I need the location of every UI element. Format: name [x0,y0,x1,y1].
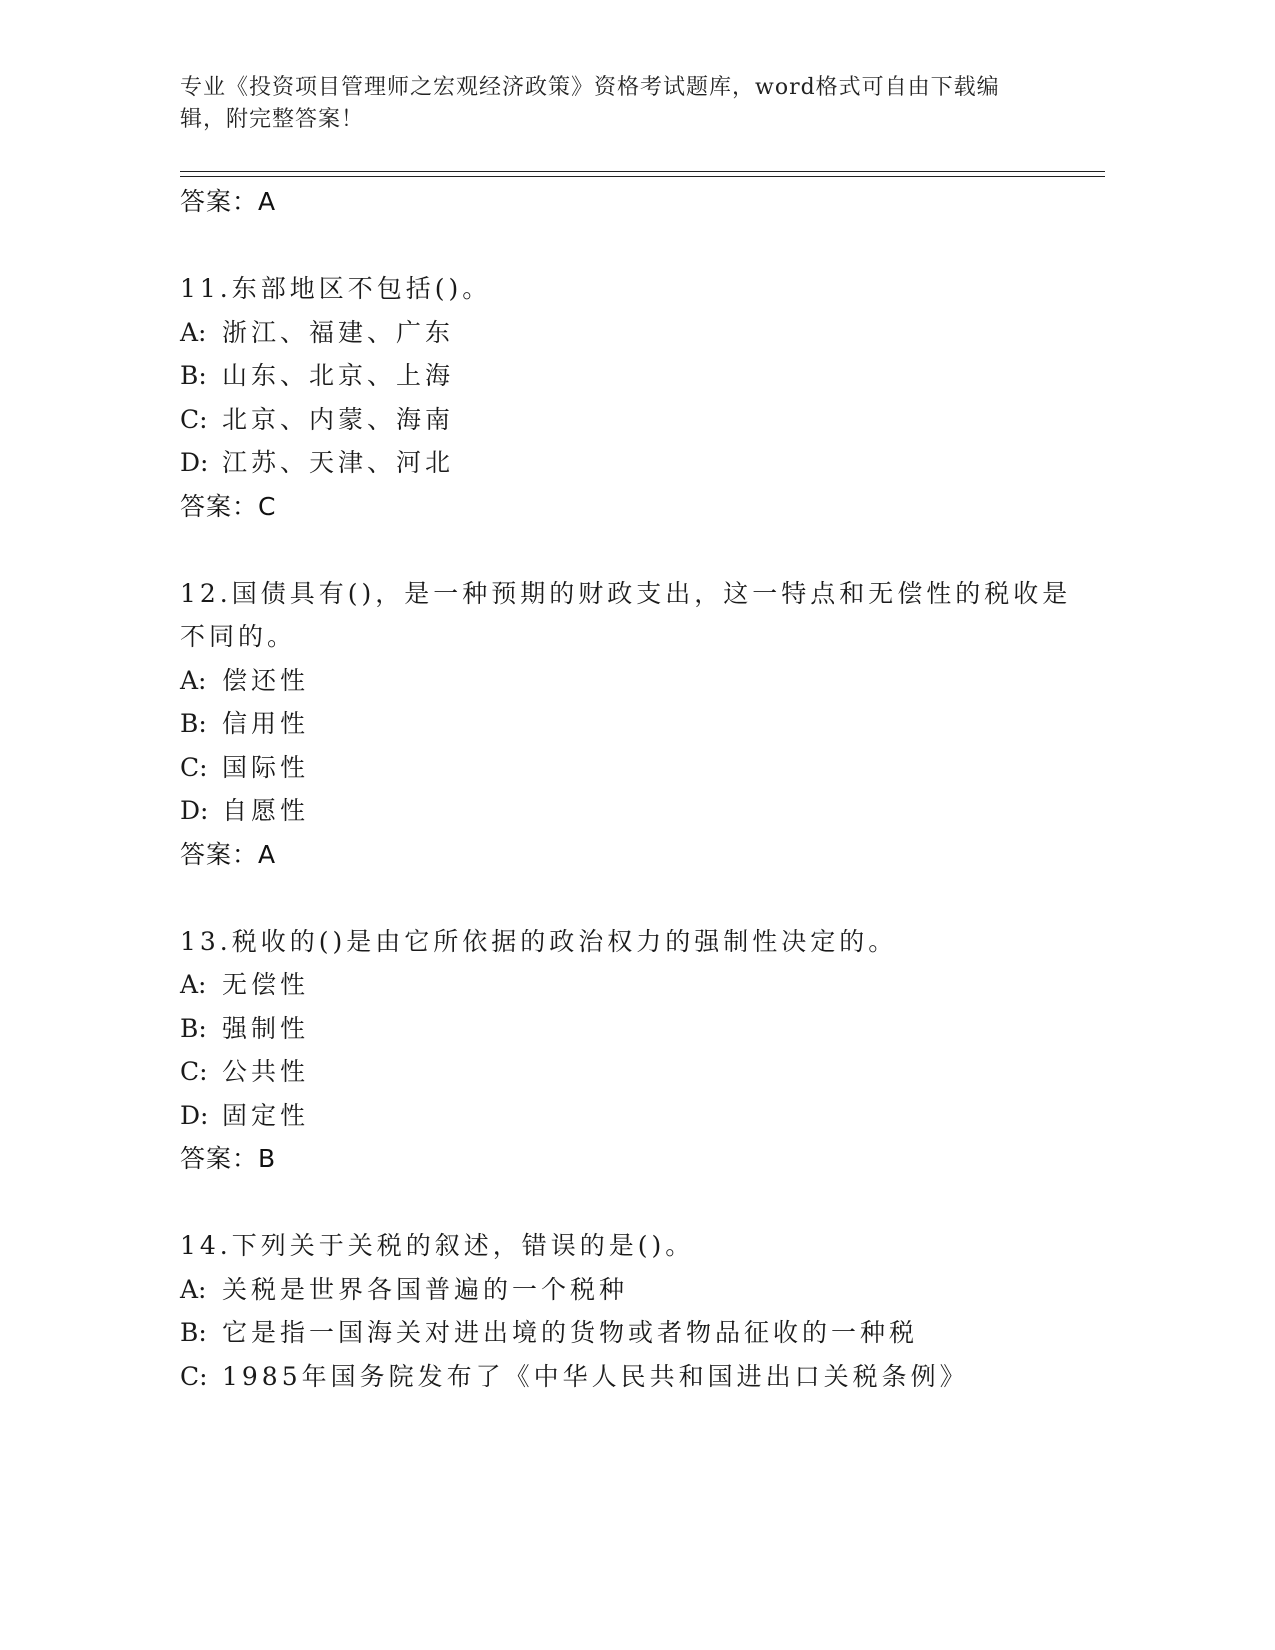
option-text: 1985年国务院发布了《中华人民共和国进出口关税条例》 [222,1361,969,1391]
option-text: 北京、内蒙、海南 [222,404,455,434]
option-letter: C: [180,752,208,782]
option-letter: A: [180,317,207,347]
question-text: 14.下列关于关税的叙述，错误的是()。 [180,1231,695,1260]
header-divider-bottom [180,176,1105,177]
option-letter: B: [180,709,207,738]
question-text: 12.国债具有()，是一种预期的财政支出，这一特点和无偿性的税收是不同的。 [180,578,1072,651]
option-letter: D: [180,1100,209,1130]
answer-line: 答案：A [180,839,277,869]
question-block [180,920,1080,1182]
option-text: 江苏、天津、河北 [222,448,455,477]
document-header: 专业《投资项目管理师之宏观经济政策》资格考试题库，word格式可自由下载编辑，附完整答案！ [180,75,1000,132]
option-letter: B: [180,361,207,390]
option-a [180,659,1080,703]
option-text: 信用性 [222,709,310,738]
option-c [180,746,1080,790]
option-d [180,441,1080,485]
option-b [180,354,1080,398]
option-text: 它是指一国海关对进出境的货物或者物品征收的一种税 [222,1318,919,1347]
question-block [180,572,1080,877]
option-c [180,1050,1080,1094]
option-b [180,702,1080,746]
option-letter: D: [180,796,209,825]
option-text: 山东、北京、上海 [222,361,455,390]
option-letter: D: [180,448,209,477]
question-list [180,180,1080,1398]
option-text: 浙江、福建、广东 [222,317,455,347]
option-text: 自愿性 [222,796,310,825]
answer-line: 答案：A [180,187,277,216]
option-c [180,1355,1080,1399]
option-b [180,1311,1080,1355]
question-text: 13.税收的()是由它所依据的政治权力的强制性决定的。 [180,926,898,956]
option-text: 固定性 [222,1100,310,1130]
option-letter: C: [180,404,208,434]
header-divider-top [180,171,1105,172]
option-text: 无偿性 [222,970,310,999]
option-c [180,398,1080,442]
option-letter: A: [180,665,207,695]
question-block [180,267,1080,529]
option-letter: C: [180,1361,208,1391]
option-d [180,789,1080,833]
option-letter: C: [180,1057,208,1086]
option-b [180,1007,1080,1051]
option-text: 国际性 [222,752,310,782]
option-d [180,1094,1080,1138]
option-a [180,1268,1080,1312]
option-letter: B: [180,1318,207,1347]
option-text: 公共性 [222,1057,310,1086]
option-text: 偿还性 [222,665,310,695]
question-block [180,1224,1080,1398]
option-letter: A: [180,970,207,999]
answer-line: 答案：C [180,491,277,521]
option-a [180,311,1080,355]
option-letter: A: [180,1274,207,1304]
option-a [180,963,1080,1007]
option-letter: B: [180,1013,207,1043]
option-text: 强制性 [222,1013,310,1043]
question-text: 11.东部地区不包括()。 [180,274,492,303]
answer-line: 答案：B [180,1144,277,1173]
option-text: 关税是世界各国普遍的一个税种 [222,1274,629,1304]
